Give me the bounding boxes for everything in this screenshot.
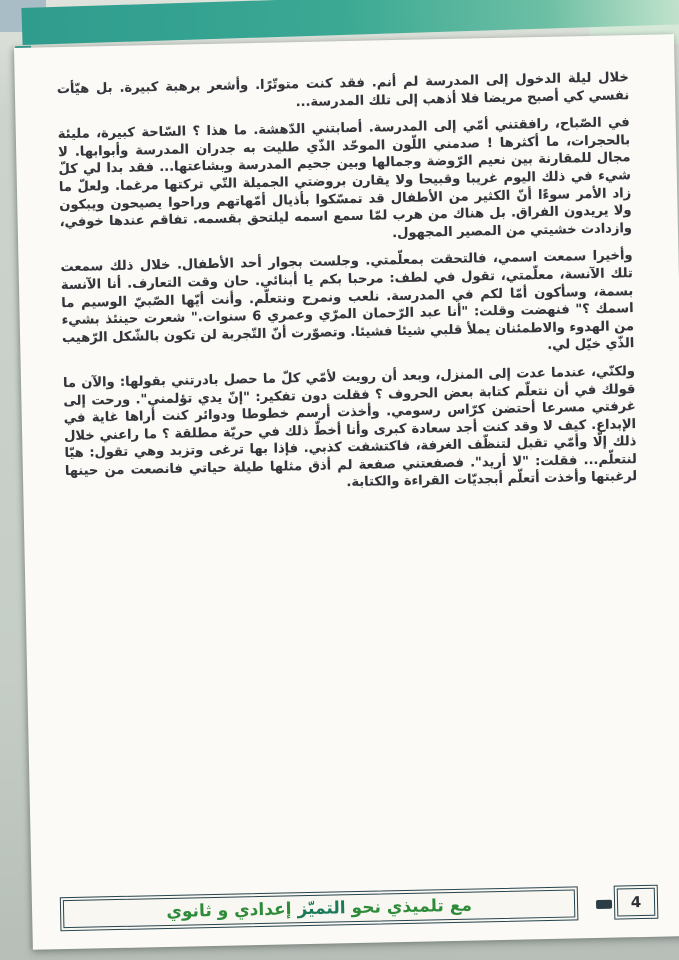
paragraph-1: خلال ليلة الدخول إلى المدرسة لم أنم. فقد كنت متوتّرًا. وأشعر برهبة كبيرة. بل هيّأت نفسي كي أصبح مريضا فلا أذهب إلى تلك المدرسة... bbox=[56, 70, 630, 110]
paragraph-3: وأخيرا سمعت اسمي، فالتحقت بمعلّمتي. وجلست بجوار أحد الأطفال. خلال ذلك سمعت تلك الآنسة، معلّمتي، تقول في لطف: مرحبا بكم يا أبنائي. حان وقت التعارف. أنا الآنسة بسمة، وسأكون أمّا لكم في المدرسة. نلعب ونمرح ونتعلّم. وأنت أيّها الصّبيّ الوسيم ما اسمك ؟" فنهضت وقلت: "أنا عبد الرّحمان المرّي وعمري 6 سنوات." شعرت حينئذ بشيء من الهدوء والاطمئنان يملأ قلبي شيئا فشيئا. وتصوّرت أنّ التّجربة لن تكون بالشّكل الرّهيب الذّي خيّل لي. bbox=[60, 248, 635, 354]
paragraph-2: في الصّباح، رافقتني أمّي إلى المدرسة. أصابتني الدّهشة. ما هذا ؟ السّاحة كبيرة، مليئة بالحجرات، ما أكثرها ! صدمني اللّون الموحّد الذّي طليت به جدران المدرسة وأبوابها. لا مجال للمقارنة بين نعيم الرّوضة وجمالها وبين جحيم المدرسة وبشاعتها... فقد بدا لي كلّ شيء في ذلك اليوم غريبا وقبيحا ولا يقارن بروضتي الجميلة التّي تركتها مرغما. ولعلّ ما زاد الأمر سوءًا أنّ الكثير من الأطفال قد تمسّكوا بأذيال أمّهاتهم وراحوا يصيحون ويبكون ولا يريدون الفراق. بل هناك من هرب لمّا سمع اسمه ليلتحق بقسمه. تفاقم عندها خوفي، وازدادت خشيتي من المصير المجهول. bbox=[57, 115, 633, 241]
footer-title-prefix: مع تلميذي نحو bbox=[351, 895, 473, 919]
page-number: 4 bbox=[630, 893, 642, 912]
body-text bbox=[14, 34, 679, 499]
paragraph-4: ولكنّي، عندما عدت إلى المنزل، وبعد أن رويت لأمّي كلّ ما حصل بادرتني بقولها: والآن ما قولك في أن نتعلّم كتابة بعض الحروف ؟ فقلت دون تفكير: "إنّ يدي تؤلمني". ورحت إلى غرفتي مسرعا أحتضن كرّاس رسومي. وأخذت أرسم خطوطا ودوائر كنت أراها غاية في الإبداع. كيف لا وقد كنت أجد سعادة كبرى وأنا أخطّ ذلك في حريّة مطلقة ؟ ما راعني خلال ذلك إلّا وأمّي تقبل لتنظّف الغرفة، فاكتشفت كذبي. فإذا بها ترغى وتزبد وهي تقول: هيّا لنتعلّم... فقلت: "لا أريد". فصفعتني صفعة لم أذق مثلها طيلة حياتي فانصعت من حينها لرغبتها وأخذت أتعلّم أبجديّات القراءة والكتابة. bbox=[62, 363, 638, 491]
page-number-box bbox=[614, 885, 659, 920]
footer-title-suffix: إعدادي و ثانوي bbox=[166, 899, 292, 922]
footer bbox=[60, 885, 663, 934]
footer-title-highlight: التميّز bbox=[297, 898, 346, 920]
footer-title-box bbox=[60, 886, 579, 931]
document-page bbox=[14, 34, 679, 950]
footer-connector bbox=[596, 900, 612, 909]
